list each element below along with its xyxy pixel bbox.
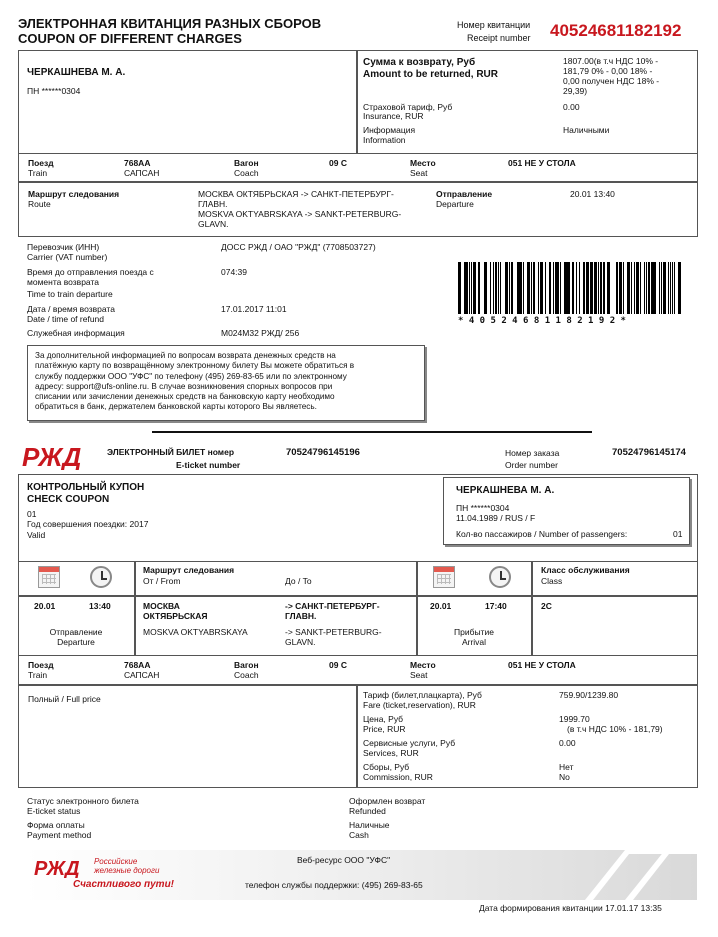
- clock-icon: [489, 566, 511, 588]
- arrival-date: 20.01: [430, 601, 452, 611]
- svg-text:РЖД: РЖД: [34, 858, 80, 878]
- footer-rzd-logo: [34, 856, 84, 881]
- barcode-bar: [485, 262, 487, 314]
- barcode-bar: [668, 262, 669, 314]
- check-passenger-name: ЧЕРКАШНЕВА М. А.: [456, 485, 555, 496]
- fare-value: 759.90/1239.80: [559, 690, 619, 700]
- barcode-bar: [549, 262, 551, 314]
- barcode-bar: [653, 262, 656, 314]
- barcode-bar: [533, 262, 535, 314]
- notice-line: обратиться в банк, держателем банковской карты которого Вы являетесь.: [35, 402, 317, 412]
- car-label-ru: Вагон: [234, 660, 259, 670]
- barcode-bar: [545, 262, 546, 314]
- class-label-ru: Класс обслуживания: [541, 565, 630, 575]
- amount-label-ru: Сумма к возврату, Руб: [363, 57, 476, 68]
- to-station-en-2: GLAVN.: [285, 637, 316, 647]
- refund-date-label-ru: Дата / время возврата: [27, 304, 115, 314]
- passenger-name: ЧЕРКАШНЕВА М. А.: [27, 67, 126, 78]
- barcode-bar: [603, 262, 604, 314]
- amount-line2: 181,79 0% - 0,00 18% -: [563, 66, 653, 76]
- barcode-bar: [493, 262, 494, 314]
- class-label-en: Class: [541, 576, 563, 586]
- barcode-bar: [583, 262, 585, 314]
- barcode-bar: [608, 262, 610, 314]
- time-label-ru-1: Время до отправления поезда с: [27, 267, 154, 277]
- seat-label-en: Seat: [410, 670, 428, 680]
- barcode-bar: [555, 262, 558, 314]
- departure-date: 20.01: [34, 601, 56, 611]
- payment-label-en: Payment method: [27, 830, 92, 840]
- fare-label-en: Fare (ticket,reservation), RUR: [363, 700, 476, 710]
- refund-date-label-en: Date / time of refund: [27, 314, 105, 324]
- arrival-label-ru: Прибытие: [454, 627, 494, 637]
- check-code: 01: [27, 509, 37, 519]
- section-divider: [152, 431, 592, 433]
- barcode-bar: [523, 262, 524, 314]
- barcode-bar: [473, 262, 476, 314]
- barcode-bar: [670, 262, 671, 314]
- trip-route-label: Маршрут следования: [143, 565, 235, 575]
- train-label-en: Train: [28, 168, 48, 178]
- barcode-bar: [520, 262, 522, 314]
- barcode-bar: [517, 262, 518, 314]
- barcode-bar: [553, 262, 554, 314]
- route-en-1: MOSKVA OKTYABRSKAYA -> SANKT-PETERBURG-: [198, 209, 402, 219]
- class-value: 2С: [541, 601, 552, 611]
- barcode-bar: [627, 262, 630, 314]
- barcode-bar: [659, 262, 660, 314]
- barcode-bar: [579, 262, 580, 314]
- refund-date-value: 17.01.2017 11:01: [221, 304, 287, 314]
- barcode-bar: [586, 262, 589, 314]
- barcode-bar: [674, 262, 675, 314]
- notice-line: платёжную карту по возвращённому электронному билету Вы можете обратиться в: [35, 361, 355, 371]
- status-value-ru: Оформлен возврат: [349, 796, 426, 806]
- amount-line1: 1807.00(в т.ч НДС 10% -: [563, 56, 659, 66]
- eticket-label-en: E-ticket number: [176, 460, 241, 470]
- fare-box: [18, 655, 698, 788]
- service-value: М024М32 РЖД/ 256: [221, 328, 300, 338]
- barcode-bar: [576, 262, 577, 314]
- barcode-bar: [604, 262, 605, 314]
- from-station-en: MOSKVA OKTYABRSKAYA: [143, 627, 248, 637]
- web-resource: Веб-ресурс ООО "УФС": [297, 855, 391, 865]
- info-label-en: Information: [363, 135, 406, 145]
- barcode-bar: [498, 262, 499, 314]
- seat-value: 051 НЕ У СТОЛА: [508, 158, 576, 168]
- carrier-label-ru: Перевозчик (ИНН): [27, 242, 100, 252]
- seat-value: 051 НЕ У СТОЛА: [508, 660, 576, 670]
- to-station-en-1: -> SANKT-PETERBURG-: [285, 627, 382, 637]
- to-station-ru-2: ГЛАВН.: [285, 611, 317, 621]
- barcode-bar: [590, 262, 593, 314]
- payment-label-ru: Форма оплаты: [27, 820, 85, 830]
- rzd-name-2: железные дороги: [94, 866, 160, 875]
- notice-text: [35, 351, 354, 413]
- rzd-name-1: Российские: [94, 857, 138, 866]
- time-label-ru-2: момента возврата: [27, 277, 99, 287]
- order-number: 70524796145174: [612, 447, 686, 458]
- price-label-en: Price, RUR: [363, 724, 406, 734]
- title-en: COUPON OF DIFFERENT CHARGES: [18, 31, 242, 46]
- barcode-bar: [531, 262, 532, 314]
- departure-label-ru: Отправление: [436, 189, 493, 199]
- barcode-bar: [564, 262, 567, 314]
- amount-line3: 0,00 получен НДС 18% -: [563, 76, 660, 86]
- from-station-ru-2: ОКТЯБРЬСКАЯ: [143, 611, 208, 621]
- commission-value-ru: Нет: [559, 762, 574, 772]
- notice-line: адресу: support@ufs-online.ru. В случае возникновения спорных вопросов при: [35, 381, 333, 391]
- barcode-bar: [509, 262, 510, 314]
- order-label-ru: Номер заказа: [505, 448, 560, 458]
- to-label: До / To: [285, 576, 312, 586]
- barcode-bar: [500, 262, 501, 314]
- valid-label: Valid: [27, 530, 46, 540]
- generated-date: Дата формирования квитанции 17.01.17 13:35: [479, 903, 662, 913]
- time-label-en: Time to train departure: [27, 289, 113, 299]
- barcode-bar: [663, 262, 666, 314]
- carrier-label-en: Carrier (VAT number): [27, 252, 108, 262]
- car-label-en: Coach: [234, 168, 259, 178]
- order-label-en: Order number: [505, 460, 558, 470]
- seat-label-en: Seat: [410, 168, 428, 178]
- time-value: 074:39: [221, 267, 247, 277]
- eticket-label-ru: ЭЛЕКТРОННЫЙ БИЛЕТ номер: [107, 447, 235, 457]
- barcode-bar: [644, 262, 645, 314]
- price-value: 1999.70: [559, 714, 590, 724]
- barcode-bar: [567, 262, 570, 314]
- barcode-bar: [471, 262, 472, 314]
- notice-line: За дополнительной информацией по вопросам возврата денежных средств на: [35, 351, 336, 360]
- barcode-bar: [651, 262, 653, 314]
- amount-line4: 29,39): [563, 86, 588, 96]
- barcode-bar: [634, 262, 635, 314]
- train-label-ru: Поезд: [28, 158, 54, 168]
- barcode-bar: [600, 262, 601, 314]
- from-label: От / From: [143, 576, 181, 586]
- trip-year: [27, 520, 148, 530]
- car-label-en: Coach: [234, 670, 259, 680]
- check-birth: 11.04.1989 / RUS / F: [456, 513, 536, 523]
- status-value-en: Refunded: [349, 806, 386, 816]
- clock-icon: [90, 566, 112, 588]
- barcode-text: * 4 0 5 2 4 6 8 1 1 8 2 1 9 2 *: [458, 316, 626, 326]
- commission-label-ru: Сборы, Руб: [363, 762, 410, 772]
- payment-value-ru: Наличные: [349, 820, 390, 830]
- departure-time: 13:40: [89, 601, 111, 611]
- insurance-label-en: Insurance, RUR: [363, 111, 424, 121]
- barcode-bar: [661, 262, 662, 314]
- trip-year-label: Год совершения поездки:: [27, 519, 128, 529]
- route-ru-1: МОСКВА ОКТЯБРЬСКАЯ -> САНКТ-ПЕТЕРБУРГ-: [198, 189, 394, 199]
- receipt-number: 40524681182192: [550, 21, 682, 40]
- passengers-value: 01: [673, 529, 683, 539]
- route-label-en: Route: [28, 199, 51, 209]
- title-ru: ЭЛЕКТРОННАЯ КВИТАНЦИЯ РАЗНЫХ СБОРОВ: [18, 16, 322, 31]
- payment-value-en: Cash: [349, 830, 369, 840]
- eticket-number: 70524796145196: [286, 447, 360, 458]
- barcode-bar: [636, 262, 639, 314]
- route-en-2: GLAVN.: [198, 219, 229, 229]
- barcode-bar: [528, 262, 530, 314]
- train-value: 768АА: [124, 660, 151, 670]
- barcode-bar: [640, 262, 641, 314]
- services-value: 0.00: [559, 738, 576, 748]
- rzd-logo: [22, 444, 94, 473]
- barcode-bar: [596, 262, 597, 314]
- amount-label-en: Amount to be returned, RUR: [363, 69, 498, 80]
- passengers-label: Кол-во пассажиров / Number of passengers:: [456, 529, 628, 539]
- barcode-bar: [469, 262, 470, 314]
- receipt-label-ru: Номер квитанции: [457, 20, 531, 30]
- calendar-icon: [433, 566, 455, 588]
- barcode-bar: [601, 262, 602, 314]
- service-label: Служебная информация: [27, 328, 125, 338]
- car-value: 09 С: [329, 660, 347, 670]
- barcode-bar: [616, 262, 618, 314]
- barcode-bar: [572, 262, 574, 314]
- barcode-bar: [484, 262, 485, 314]
- price-label-ru: Цена, Руб: [363, 714, 404, 724]
- barcode-bar: [679, 262, 681, 314]
- check-passport: ПН ******0304: [456, 503, 510, 513]
- status-label-en: E-ticket status: [27, 806, 81, 816]
- arrival-label-en: Arrival: [461, 637, 487, 647]
- barcode: [455, 262, 683, 314]
- insurance-value: 0.00: [563, 102, 580, 112]
- barcode-bar: [672, 262, 673, 314]
- to-station-ru-1: -> САНКТ-ПЕТЕРБУРГ-: [285, 601, 380, 611]
- insurance-label-ru: Страховой тариф, Руб: [363, 102, 453, 112]
- arrival-time: 17:40: [485, 601, 507, 611]
- barcode-bar: [619, 262, 622, 314]
- departure-label-en: Departure: [436, 199, 474, 209]
- price-type: Полный / Full price: [28, 694, 101, 704]
- seat-label-ru: Место: [410, 158, 436, 168]
- receipt-label-en: Receipt number: [467, 33, 531, 43]
- fare-label-ru: Тариф (билет,плацкарта), Руб: [363, 690, 482, 700]
- from-station-ru-1: МОСКВА: [143, 601, 180, 611]
- train-label-ru: Поезд: [28, 660, 54, 670]
- barcode-bar: [631, 262, 632, 314]
- car-label-ru: Вагон: [234, 158, 259, 168]
- seat-label-ru: Место: [410, 660, 436, 670]
- slogan: Счастливого пути!: [73, 879, 175, 890]
- support-phone: телефон службы поддержки: (495) 269-83-65: [245, 880, 423, 890]
- departure-value: 20.01 13:40: [570, 189, 615, 199]
- barcode-bar: [505, 262, 508, 314]
- barcode-bar: [558, 262, 559, 314]
- services-label-en: Services, RUR: [363, 748, 419, 758]
- barcode-bar: [478, 262, 480, 314]
- info-label-ru: Информация: [363, 125, 416, 135]
- services-label-ru: Сервисные услуги, Руб: [363, 738, 456, 748]
- svg-text:РЖД: РЖД: [22, 444, 82, 470]
- train-value: 768АА: [124, 158, 151, 168]
- notice-line: службу поддержки ООО "УФС" по телефону (495) 269-83-65 или по электронному: [35, 371, 347, 381]
- barcode-bar: [646, 262, 647, 314]
- car-value: 09 С: [329, 158, 347, 168]
- barcode-bar: [490, 262, 491, 314]
- barcode-bar: [495, 262, 497, 314]
- check-title-en: CHECK COUPON: [27, 494, 110, 505]
- barcode-bar: [465, 262, 468, 314]
- barcode-bar: [458, 262, 461, 314]
- commission-label-en: Commission, RUR: [363, 772, 433, 782]
- barcode-bar: [623, 262, 624, 314]
- passport: ПН ******0304: [27, 86, 81, 96]
- barcode-bar: [518, 262, 520, 314]
- barcode-bar: [540, 262, 543, 314]
- barcode-bar: [538, 262, 539, 314]
- route-ru-2: ГЛАВН.: [198, 199, 228, 209]
- barcode-bar: [560, 262, 561, 314]
- route-label-ru: Маршрут следования: [28, 189, 120, 199]
- carrier-value: ДОСС РЖД / ОАО "РЖД" (7708503727): [221, 242, 376, 252]
- barcode-bar: [648, 262, 650, 314]
- check-title-ru: КОНТРОЛЬНЫЙ КУПОН: [27, 482, 145, 493]
- departure-label-en: Departure: [57, 637, 95, 647]
- train-label-en: Train: [28, 670, 48, 680]
- barcode-bar: [598, 262, 599, 314]
- status-label-ru: Статус электронного билета: [27, 796, 139, 806]
- commission-value-en: No: [559, 772, 570, 782]
- trip-year-value: 2017: [129, 519, 149, 529]
- info-value: Наличными: [563, 125, 610, 135]
- train-name: САПСАН: [124, 670, 160, 680]
- departure-label-ru: Отправление: [49, 627, 103, 637]
- calendar-icon: [38, 566, 60, 588]
- train-name: САПСАН: [124, 168, 160, 178]
- notice-line: списании или зачислении денежных средств на банковскую карту необходимо: [35, 392, 335, 401]
- barcode-bar: [511, 262, 513, 314]
- price-vat: (в т.ч НДС 10% - 181,79): [567, 724, 663, 734]
